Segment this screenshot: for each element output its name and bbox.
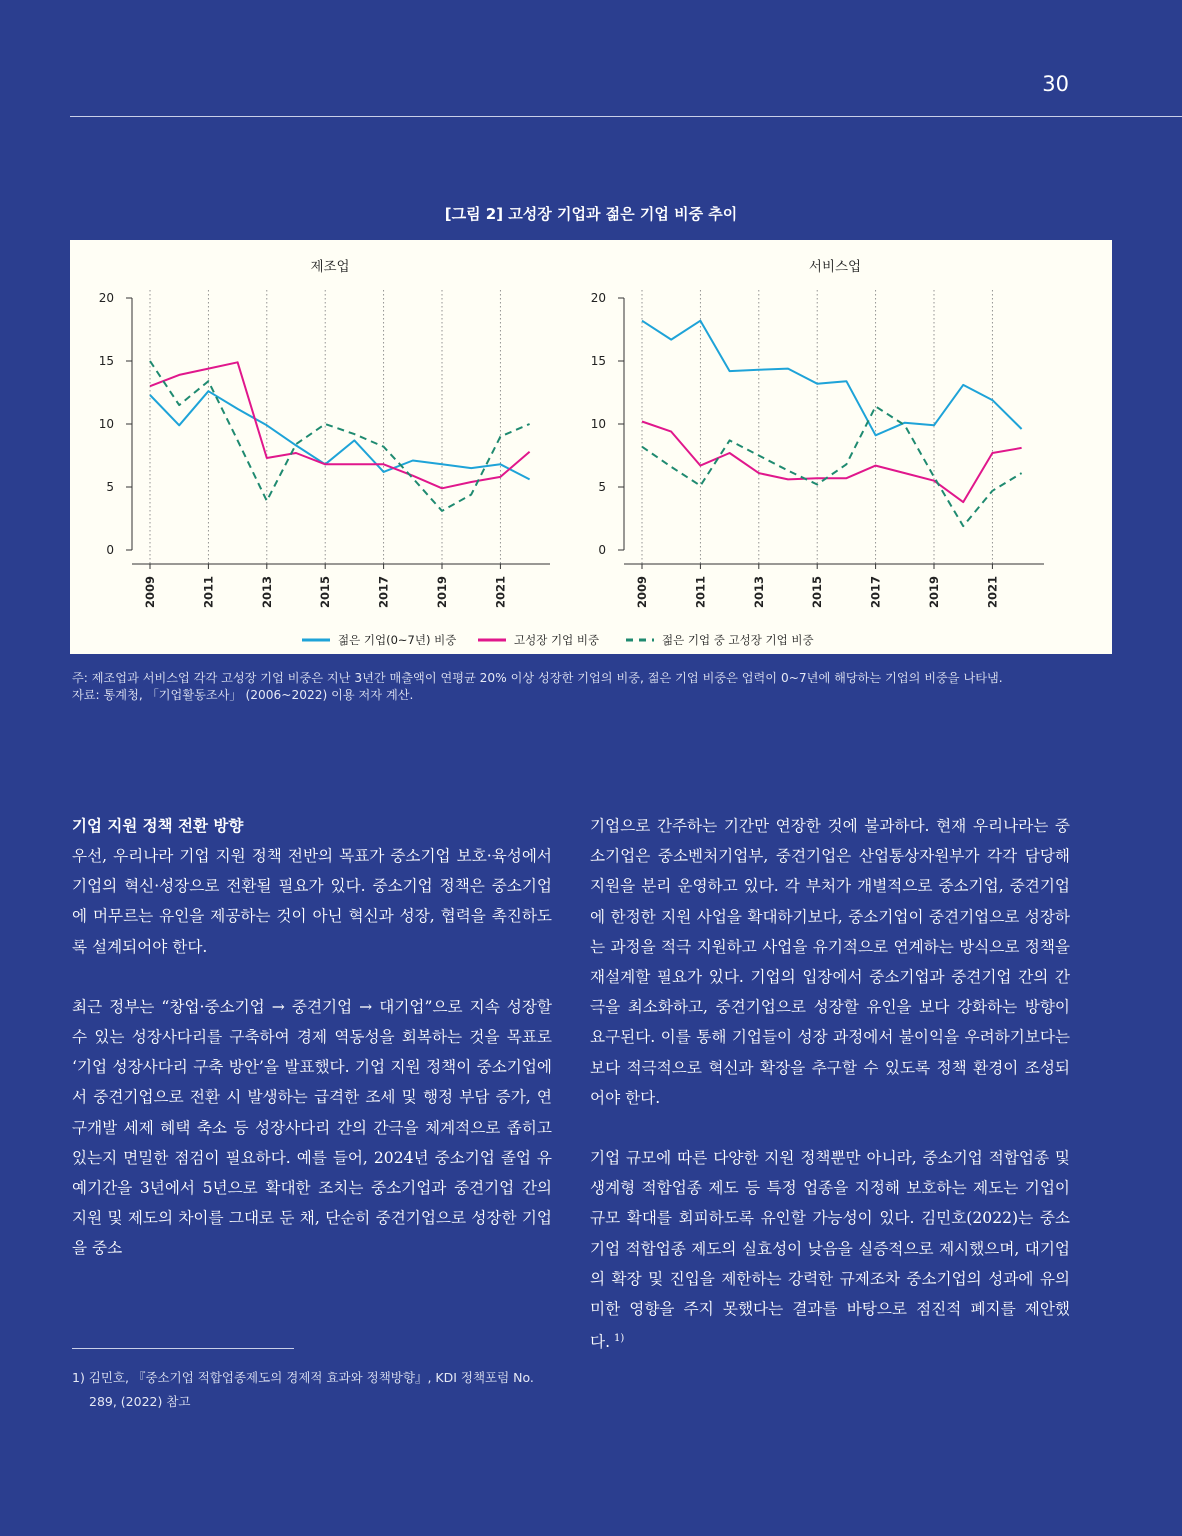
paragraph: 우선, 우리나라 기업 지원 정책 전반의 목표가 중소기업 보호·육성에서 기업의 혁신·성장으로 전환될 필요가 있다. 중소기업 정책은 중소기업에 머무르는 유인을 제공하는 것이 아닌 혁신과 성장, 협력을 촉진하도록 설계되어야 한다. [72, 847, 552, 956]
y-tick-label: 10 [590, 417, 606, 431]
paragraph: 최근 정부는 “창업·중소기업 → 중견기업 → 대기업”으로 지속 성장할 수 있는 성장사다리를 구축하여 경제 역동성을 회복하는 것을 목표로 ‘기업 성장사다리 구축 방안’을 발표했다. 기업 지원 정책이 중소기업에서 중견기업으로 전환 시 발생하는 급격한 조세 및 행정 부담 증가, 연구개발 세제 혜택 축소 등 성장사다리 간의 간극을 체계적으로 좁히고 있는지 면밀한 점검이 필요하다. 예를 들어, 2024년 중소기업 졸업 유예기간을 3년에서 5년으로 확대한 조치는 중소기업과 중견기업 간의 지원 및 제도의 차이를 그대로 둔 채, 단순히 중견기업으로 성장한 기업을 중소 [72, 997, 552, 1258]
body-column-right [590, 811, 1070, 1358]
section-heading: 기업 지원 정책 전환 방향 [72, 817, 244, 835]
x-tick-label: 2017 [376, 576, 391, 609]
x-tick-label: 2021 [493, 576, 508, 609]
footnote-divider [72, 1348, 294, 1349]
header-divider [70, 116, 1182, 117]
paragraph-text: 기업 규모에 따른 다양한 지원 정책뿐만 아니라, 중소기업 적합업종 및 생계형 적합업종 제도 등 특정 업종을 지정해 보호하는 제도는 기업이 규모 확대를 회피하도록 유인할 가능성이 있다. 김민호(2022)는 중소기업 적합업종 제도의 실효성이 낮음을 실증적으로 제시했으며, 대기업의 확장 및 진입을 제한하는 강력한 규제조차 중소기업의 성과에 유의미한 영향을 주지 못했다는 결과를 바탕으로 점진적 폐지를 제안했다. [590, 1149, 1070, 1352]
x-tick-label: 2017 [868, 576, 883, 609]
y-tick-label: 10 [98, 417, 114, 431]
x-tick-label: 2009 [635, 576, 649, 609]
legend-label: 고성장 기업 비중 [514, 633, 600, 647]
x-tick-label: 2009 [143, 576, 157, 609]
series-line-young-high-growth [642, 406, 1022, 526]
x-tick-label: 2011 [201, 576, 216, 609]
footnote-marker[interactable]: 1) [614, 1333, 625, 1345]
y-tick-label: 5 [598, 480, 606, 494]
legend-label: 젊은 기업(0~7년) 비중 [338, 633, 457, 647]
footnote [72, 1366, 552, 1414]
x-tick-label: 2021 [985, 576, 1000, 609]
paragraph [590, 1143, 1070, 1358]
figure-title: [그림 2] 고성장 기업과 젊은 기업 비중 추이 [444, 205, 738, 223]
x-tick-label: 2013 [259, 576, 274, 609]
y-tick-label: 5 [106, 480, 114, 494]
chart-title: 제조업 [310, 259, 350, 275]
series-line-young [642, 321, 1022, 436]
legend-label: 젊은 기업 중 고성장 기업 비중 [662, 633, 814, 647]
series-line-high-growth [642, 422, 1022, 503]
x-tick-label: 2013 [751, 576, 766, 609]
footnote-line: 289, (2022) 참고 [89, 1394, 191, 1409]
figure-panel [70, 240, 1112, 654]
body-column-left [72, 811, 552, 1264]
series-line-young [150, 391, 530, 479]
y-tick-label: 0 [598, 543, 606, 557]
y-tick-label: 20 [590, 291, 606, 305]
x-tick-label: 2015 [318, 576, 333, 609]
figure-note [72, 670, 1112, 704]
footnote-line: 1) 김민호, 『중소기업 적합업종제도의 경제적 효과와 정책방향』, KDI 정책포럼 No. [72, 1370, 534, 1385]
x-tick-label: 2011 [693, 576, 708, 609]
x-tick-label: 2019 [435, 576, 449, 609]
x-tick-label: 2019 [927, 576, 941, 609]
figure-charts [70, 240, 1112, 654]
y-tick-label: 15 [590, 354, 606, 368]
x-tick-label: 2015 [810, 576, 825, 609]
y-tick-label: 20 [98, 291, 114, 305]
paragraph: 기업으로 간주하는 기간만 연장한 것에 불과하다. 현재 우리나라는 중소기업은 중소벤처기업부, 중견기업은 산업통상자원부가 각각 담당해 지원을 분리 운영하고 있다. 각 부처가 개별적으로 중소기업, 중견기업에 한정한 지원 사업을 확대하기보다, 중소기업이 중견기업으로 성장하는 과정을 적극 지원하고 사업을 유기적으로 연계하는 방식으로 정책을 재설계할 필요가 있다. 기업의 입장에서 중소기업과 중견기업 간의 간극을 최소화하고, 중견기업으로 성장할 유인을 보다 강화하는 방향이 요구된다. 이를 통해 기업들이 성장 과정에서 불이익을 우려하기보다는 보다 적극적으로 혁신과 확장을 추구할 수 있도록 정책 환경이 조성되어야 한다. [590, 817, 1070, 1107]
chart-title: 서비스업 [808, 259, 862, 275]
note-line: 주: 제조업과 서비스업 각각 고성장 기업 비중은 지난 3년간 매출액이 연평균 20% 이상 성장한 기업의 비중, 젊은 기업 비중은 업력이 0~7년에 해당하는 기업의 비중을 나타냄. [72, 671, 1003, 685]
page-number: 30 [1042, 72, 1069, 96]
y-tick-label: 15 [98, 354, 114, 368]
y-tick-label: 0 [106, 543, 114, 557]
source-line: 자료: 통계청, 「기업활동조사」 (2006~2022) 이용 저자 계산. [72, 688, 414, 702]
series-line-young-high-growth [150, 361, 530, 511]
